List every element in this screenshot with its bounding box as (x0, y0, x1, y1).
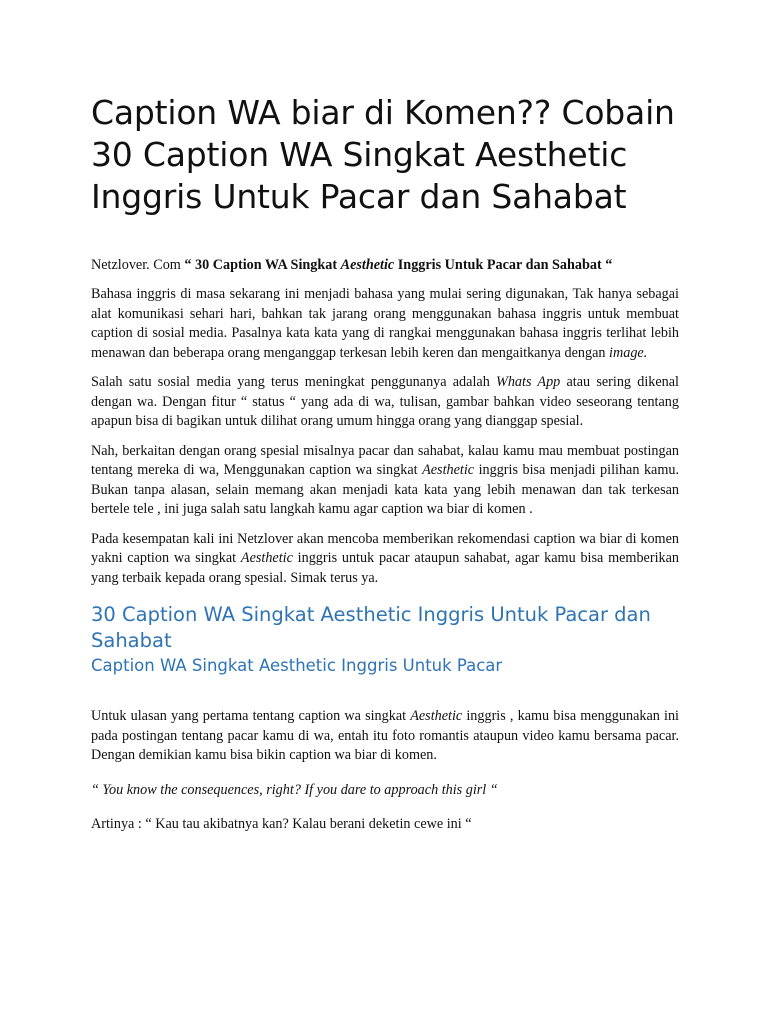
paragraph-italic: Whats App (496, 374, 561, 390)
paragraph-italic: image. (609, 344, 648, 361)
paragraph-text: Bahasa inggris di masa sekarang ini menjadi bahasa yang mulai sering digunakan, Tak hanya sebagai alat komunikasi sehari hari, bahkan tak jarang orang menggunakan bahasa inggris untuk membuat caption di sosial media. Pasalnya kata kata yang di rangkai menggunakan bahasa inggris terlihat lebih menawan dan beberapa orang menganggap terkesan lebih keren dan mengaitkanya dengan (91, 286, 679, 361)
byline-headline-italic: Aesthetic (340, 257, 395, 273)
document-page (91, 0, 679, 834)
section-heading: 30 Caption WA Singkat Aesthetic Inggris Untuk Pacar dan Sahabat (91, 603, 651, 652)
paragraph-intro (91, 285, 679, 363)
paragraph-text: Untuk ulasan yang pertama tentang caption wa singkat (91, 708, 411, 724)
paragraph-special-person (91, 442, 679, 520)
paragraph-whatsapp (91, 373, 679, 432)
byline (91, 255, 679, 275)
subsection-heading: Caption WA Singkat Aesthetic Inggris Untuk Pacar (91, 656, 503, 675)
document-title: Caption WA biar di Komen?? Cobain 30 Caption WA Singkat Aesthetic Inggris Untuk Pacar dan Sahabat (91, 93, 675, 216)
paragraph-first-caption (91, 707, 679, 766)
paragraph-text: Salah satu sosial media yang terus meningkat penggunanya adalah (91, 374, 496, 390)
paragraph-text: inggris bisa menjadi pilihan kamu. Bukan tanpa alasan, selain memang akan menjadi kata kata yang lebih menawan dan tak terkesan bertele tele , ini juga salah satu langkah kamu agar caption wa biar di komen . (91, 462, 680, 517)
paragraph-text: inggris untuk pacar ataupun sahabat, agar kamu bisa memberikan yang terbaik kepada orang spesial. Simak terus ya. (91, 550, 679, 586)
byline-source: Netzlover. Com (91, 257, 181, 273)
caption-translation: Artinya : “ Kau tau akibatnya kan? Kalau berani deketin cewe ini “ (91, 815, 472, 832)
paragraph-text: inggris , kamu bisa menggunakan ini pada postingan tentang pacar kamu di wa, entah itu foto romantis ataupun video kamu bersama pacar. Dengan demikian kamu bisa bikin caption wa biar di komen. (91, 708, 679, 763)
paragraph-recommendation (91, 530, 679, 589)
byline-headline-open: “ 30 Caption WA Singkat (184, 257, 341, 273)
paragraph-text: atau sering dikenal dengan wa. Dengan fitur “ status “ yang ada di wa, tulisan, gambar bahkan video seseorang tentang apapun bisa di bagikan untuk dilihat orang umum hingga orang yang dianggap spesial. (91, 374, 679, 429)
paragraph-italic: Aesthetic (410, 708, 463, 724)
paragraph-text: Pada kesempatan kali ini Netzlover akan mencoba memberikan rekomendasi caption wa biar di komen yakni caption wa singkat (91, 530, 679, 566)
byline-headline (184, 257, 612, 273)
paragraph-italic: Aesthetic (422, 462, 475, 478)
byline-headline-close: Inggris Untuk Pacar dan Sahabat “ (394, 257, 613, 273)
paragraph-italic: Aesthetic (240, 550, 293, 566)
paragraph-text: Nah, berkaitan dengan orang spesial misalnya pacar dan sahabat, kalau kamu mau membuat postingan tentang mereka di wa, Menggunakan caption wa singkat (91, 442, 679, 478)
caption-quote: “ You know the consequences, right? If you dare to approach this girl “ (91, 781, 498, 798)
